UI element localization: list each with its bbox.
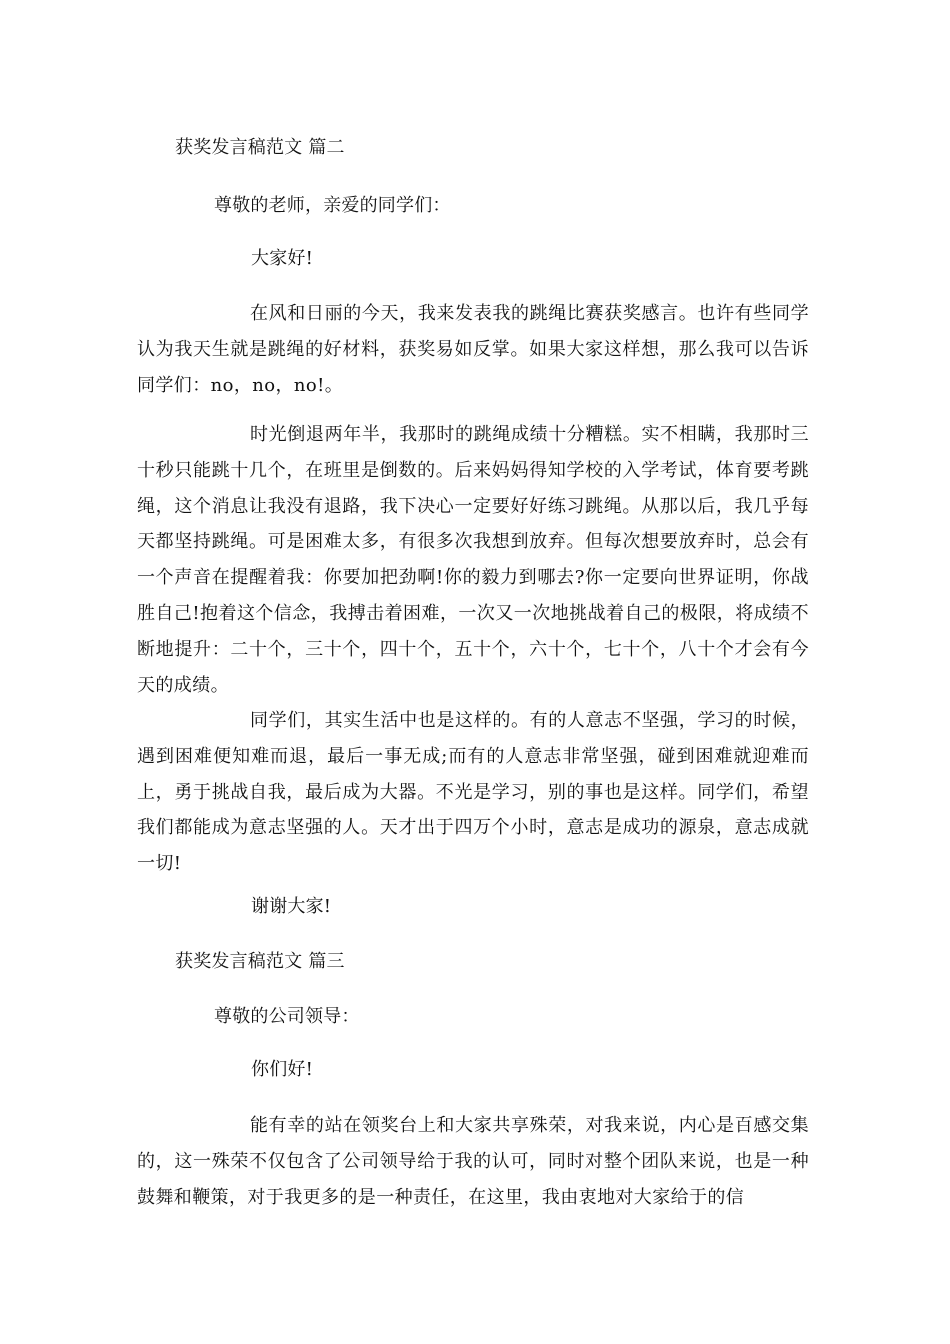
body-paragraph: 时光倒退两年半，我那时的跳绳成绩十分糟糕。实不相瞒，我那时三十秒只能跳十几个，在班里是倒数的。后来妈妈得知学校的入学考试，体育要考跳绳，这个消息让我没有退路，我下决心一定要好好练习跳绳。从那以后，我几乎每天都坚持跳绳。可是困难太多，有很多次我想到放弃。但每次想要放弃时，总会有一个声音在提醒着我：你要加把劲啊!你的毅力到哪去?你一定要向世界证明，你战胜自己!抱着这个信念，我搏击着困难，一次又一次地挑战着自己的极限，将成绩不断地提升：二十个，三十个，四十个，五十个，六十个，七十个，八十个才会有今天的成绩。 — [137, 424, 809, 696]
body-paragraph: 同学们，其实生活中也是这样的。有的人意志不坚强，学习的时候，遇到困难便知难而退，最后一事无成;而有的人意志非常坚强，碰到困难就迎难而上，勇于挑战自我，最后成为大器。不光是学习，别的事也是这样。同学们，希望我们都能成为意志坚强的人。天才出于四万个小时，意志是成功的源泉，意志成就一切! — [137, 710, 809, 875]
section-heading: 获奖发言稿范文 篇三 — [175, 951, 345, 972]
greeting: 大家好! — [251, 248, 314, 269]
closing: 谢谢大家! — [251, 896, 332, 917]
greeting: 你们好! — [251, 1059, 314, 1080]
body-paragraph: 能有幸的站在领奖台上和大家共享殊荣，对我来说，内心是百感交集的，这一殊荣不仅包含了公司领导给于我的认可，同时对整个团队来说，也是一种鼓舞和鞭策，对于我更多的是一种责任，在这里，我由衷地对大家给于的信 — [137, 1115, 809, 1208]
body-paragraph: 在风和日丽的今天，我来发表我的跳绳比赛获奖感言。也许有些同学认为我天生就是跳绳的好材料，获奖易如反掌。如果大家这样想，那么我可以告诉同学们：no，no，no!。 — [137, 303, 809, 396]
salutation: 尊敬的公司领导： — [214, 1006, 360, 1027]
salutation: 尊敬的老师，亲爱的同学们： — [214, 195, 451, 216]
section-heading: 获奖发言稿范文 篇二 — [175, 137, 345, 158]
